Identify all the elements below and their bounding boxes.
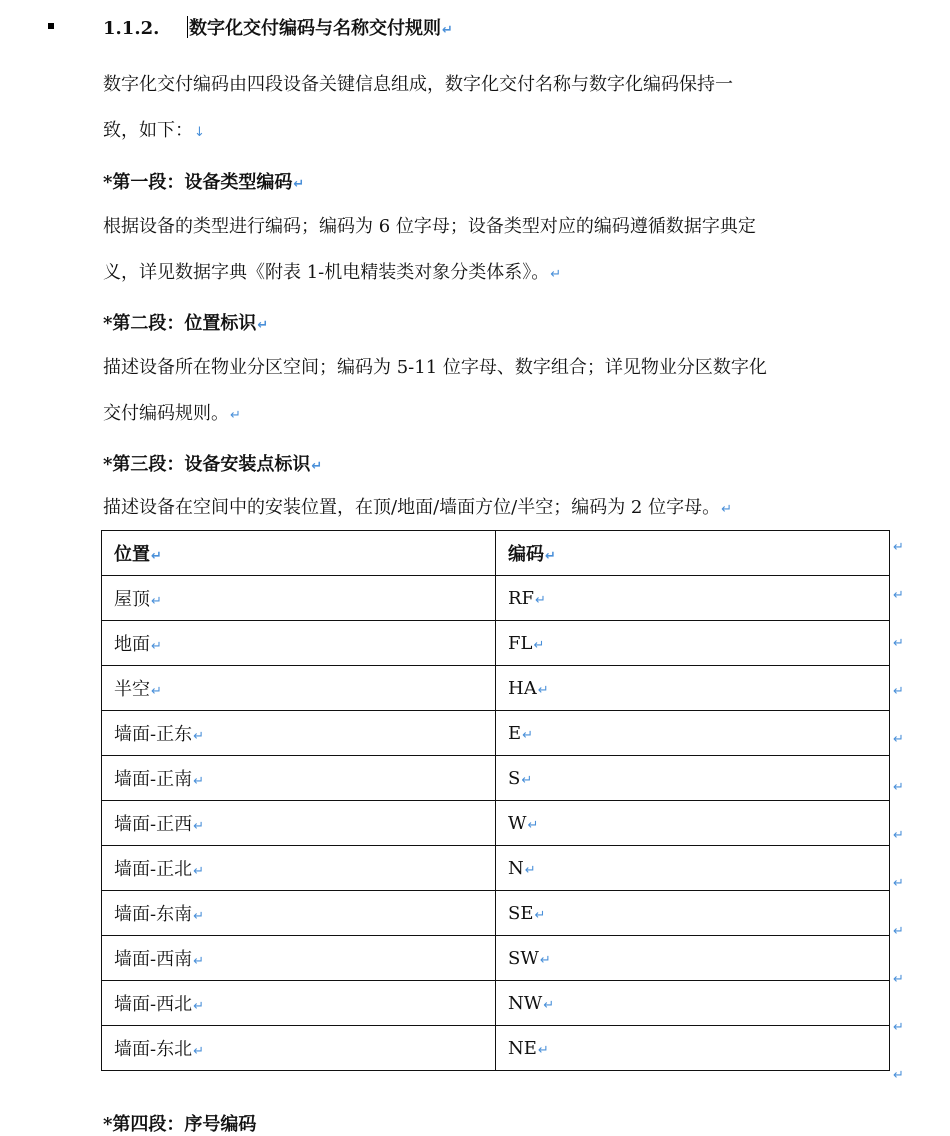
- cell-position[interactable]: 墙面-正北↵: [102, 846, 496, 891]
- cell-mark-icon: ↵: [545, 549, 556, 564]
- cell-mark-icon: ↵: [151, 594, 162, 609]
- row-end-mark-icon: ↵: [893, 972, 904, 987]
- cell-position[interactable]: 墙面-西北↵: [102, 981, 496, 1026]
- cell-code[interactable]: E↵: [496, 711, 890, 756]
- table-row: [102, 801, 890, 846]
- cell-code[interactable]: N↵: [496, 846, 890, 891]
- segment-2-line-2: 交付编码规则。↵: [103, 403, 241, 424]
- cell-mark-icon: ↵: [193, 999, 204, 1014]
- cell-position[interactable]: 半空↵: [102, 666, 496, 711]
- row-end-mark-icon: ↵: [893, 1020, 904, 1035]
- row-end-mark-icon: ↵: [893, 1068, 904, 1083]
- intro-paragraph[interactable]: [103, 62, 893, 156]
- segment-3-paragraph[interactable]: [103, 485, 893, 533]
- cell-mark-icon: ↵: [151, 684, 162, 699]
- segment-1-paragraph[interactable]: [103, 204, 893, 298]
- table-row: [102, 891, 890, 936]
- paragraph-mark-icon: ↵: [230, 408, 241, 423]
- table-row: [102, 756, 890, 801]
- segment-3-line-1: 描述设备在空间中的安装位置，在顶/地面/墙面方位/半空；编码为 2 位字母。↵: [103, 497, 732, 518]
- row-end-mark-icon: ↵: [893, 684, 904, 699]
- paragraph-mark-icon: ↵: [550, 267, 562, 282]
- table-row: [102, 576, 890, 621]
- cell-code[interactable]: FL↵: [496, 621, 890, 666]
- cell-mark-icon: ↵: [535, 592, 546, 608]
- header-cell-position[interactable]: 位置↵: [102, 531, 496, 576]
- cell-mark-icon: ↵: [193, 864, 204, 879]
- cell-position[interactable]: 墙面-正西↵: [102, 801, 496, 846]
- line-break-icon: ↓: [194, 125, 205, 140]
- section-title: 数字化交付编码与名称交付规则: [189, 18, 441, 39]
- paragraph-mark-icon: ↵: [293, 177, 305, 192]
- cell-mark-icon: ↵: [193, 774, 204, 789]
- cell-mark-icon: ↵: [151, 549, 162, 564]
- heading-bullet: [48, 23, 54, 29]
- cell-mark-icon: ↵: [524, 862, 536, 878]
- row-end-mark-icon: ↵: [893, 732, 904, 747]
- row-end-mark-icon: ↵: [893, 540, 904, 555]
- table-row: [102, 666, 890, 711]
- cell-position[interactable]: 墙面-正南↵: [102, 756, 496, 801]
- next-section-heading-partial[interactable]: *第四段：序号编码: [103, 1114, 257, 1135]
- cell-mark-icon: ↵: [193, 729, 204, 744]
- cell-code[interactable]: S↵: [496, 756, 890, 801]
- intro-line-2: 致，如下：↓: [103, 120, 205, 141]
- table-row: [102, 846, 890, 891]
- table-row: [102, 981, 890, 1026]
- cell-position[interactable]: 地面↵: [102, 621, 496, 666]
- paragraph-mark-icon: ↵: [442, 23, 453, 38]
- paragraph-mark-icon: ↵: [721, 502, 732, 517]
- segment-1-heading[interactable]: *第一段：设备类型编码↵: [103, 172, 305, 193]
- row-end-mark-icon: ↵: [893, 780, 904, 795]
- row-end-mark-icon: ↵: [893, 876, 904, 891]
- segment-1-line-2: 义，详见数据字典《附表 1-机电精装类对象分类体系》。↵: [103, 262, 562, 283]
- cell-position[interactable]: 墙面-东北↵: [102, 1026, 496, 1071]
- segment-2-heading[interactable]: *第二段：位置标识↵: [103, 313, 269, 334]
- section-number: 1.1.2.: [103, 18, 160, 39]
- cell-mark-icon: ↵: [193, 909, 204, 924]
- cell-position[interactable]: 屋顶↵: [102, 576, 496, 621]
- cell-mark-icon: ↵: [537, 682, 549, 698]
- cell-mark-icon: ↵: [537, 1042, 549, 1058]
- header-cell-code[interactable]: 编码↵: [496, 531, 890, 576]
- table-row: [102, 936, 890, 981]
- table-row: [102, 621, 890, 666]
- segment-2-line-1: 描述设备所在物业分区空间；编码为 5-11 位字母、数字组合；详见物业分区数字化: [103, 357, 767, 378]
- cell-mark-icon: ↵: [193, 819, 204, 834]
- section-heading[interactable]: [103, 14, 453, 40]
- cell-mark-icon: ↵: [522, 727, 534, 743]
- cell-mark-icon: ↵: [193, 1044, 204, 1059]
- row-end-mark-icon: ↵: [893, 588, 904, 603]
- table-row: [102, 711, 890, 756]
- cell-mark-icon: ↵: [543, 997, 555, 1013]
- cell-code[interactable]: HA↵: [496, 666, 890, 711]
- installation-point-table: [101, 530, 890, 1071]
- row-end-mark-icon: ↵: [893, 636, 904, 651]
- cell-code[interactable]: SW↵: [496, 936, 890, 981]
- segment-3-heading[interactable]: *第三段：设备安装点标识↵: [103, 454, 323, 475]
- table-header-row: [102, 531, 890, 576]
- cell-code[interactable]: NE↵: [496, 1026, 890, 1071]
- cell-mark-icon: ↵: [527, 817, 539, 833]
- cell-mark-icon: ↵: [193, 954, 204, 969]
- cell-code[interactable]: RF↵: [496, 576, 890, 621]
- paragraph-mark-icon: ↵: [311, 459, 323, 474]
- intro-line-1: 数字化交付编码由四段设备关键信息组成，数字化交付名称与数字化编码保持一: [103, 74, 733, 95]
- cell-position[interactable]: 墙面-东南↵: [102, 891, 496, 936]
- cell-position[interactable]: 墙面-西南↵: [102, 936, 496, 981]
- text-cursor: [187, 16, 188, 38]
- cell-mark-icon: ↵: [151, 639, 162, 654]
- cell-code[interactable]: SE↵: [496, 891, 890, 936]
- cell-mark-icon: ↵: [533, 637, 545, 653]
- row-end-marks: [892, 530, 904, 1106]
- row-end-mark-icon: ↵: [893, 924, 904, 939]
- cell-position[interactable]: 墙面-正东↵: [102, 711, 496, 756]
- cell-code[interactable]: NW↵: [496, 981, 890, 1026]
- row-end-mark-icon: ↵: [893, 828, 904, 843]
- cell-mark-icon: ↵: [539, 952, 551, 968]
- segment-2-paragraph[interactable]: [103, 345, 893, 439]
- segment-1-line-1: 根据设备的类型进行编码；编码为 6 位字母；设备类型对应的编码遵循数据字典定: [103, 216, 756, 237]
- table-row: [102, 1026, 890, 1071]
- cell-code[interactable]: W↵: [496, 801, 890, 846]
- cell-mark-icon: ↵: [534, 907, 546, 923]
- cell-mark-icon: ↵: [521, 772, 533, 788]
- paragraph-mark-icon: ↵: [257, 318, 269, 333]
